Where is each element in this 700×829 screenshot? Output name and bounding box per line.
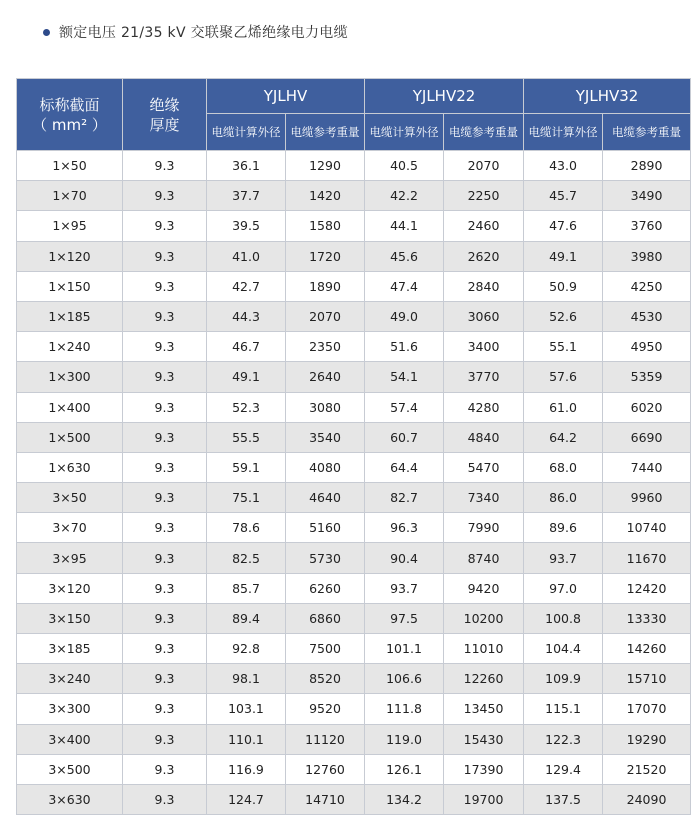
- header-group-yjlhv32: YJLHV32: [524, 79, 691, 114]
- table-row: [17, 543, 691, 573]
- cell-yjlhv22-weight: 8740: [444, 543, 524, 573]
- cell-nominal-section: 1×70: [17, 181, 123, 211]
- cell-yjlhv-diameter: 98.1: [207, 664, 286, 694]
- cell-yjlhv22-weight: 19700: [444, 784, 524, 814]
- cell-yjlhv-diameter: 36.1: [207, 151, 286, 181]
- cell-yjlhv22-weight: 10200: [444, 603, 524, 633]
- cell-yjlhv22-weight: 13450: [444, 694, 524, 724]
- subheader-reference-weight: 电缆参考重量: [444, 114, 524, 151]
- cell-yjlhv-diameter: 49.1: [207, 362, 286, 392]
- cell-yjlhv-weight: 4640: [286, 483, 365, 513]
- cell-yjlhv22-diameter: 54.1: [365, 362, 444, 392]
- cell-yjlhv22-diameter: 49.0: [365, 301, 444, 331]
- cell-yjlhv-diameter: 124.7: [207, 784, 286, 814]
- cell-yjlhv22-weight: 2070: [444, 151, 524, 181]
- cell-yjlhv-diameter: 75.1: [207, 483, 286, 513]
- cell-yjlhv32-weight: 24090: [603, 784, 691, 814]
- title-row: [43, 22, 348, 42]
- cell-yjlhv32-weight: 10740: [603, 513, 691, 543]
- cell-insulation-thickness: 9.3: [123, 211, 207, 241]
- cell-yjlhv-diameter: 89.4: [207, 603, 286, 633]
- cell-yjlhv32-weight: 21520: [603, 754, 691, 784]
- cell-insulation-thickness: 9.3: [123, 241, 207, 271]
- cell-yjlhv32-diameter: 68.0: [524, 452, 603, 482]
- cell-nominal-section: 1×150: [17, 271, 123, 301]
- cell-yjlhv-diameter: 42.7: [207, 271, 286, 301]
- cell-yjlhv-weight: 3080: [286, 392, 365, 422]
- cell-nominal-section: 3×50: [17, 483, 123, 513]
- cell-yjlhv-diameter: 85.7: [207, 573, 286, 603]
- table-row: [17, 211, 691, 241]
- cell-yjlhv32-diameter: 89.6: [524, 513, 603, 543]
- cell-yjlhv22-diameter: 96.3: [365, 513, 444, 543]
- cell-yjlhv22-weight: 11010: [444, 634, 524, 664]
- header-nominal-section: [17, 79, 123, 151]
- cell-yjlhv-diameter: 116.9: [207, 754, 286, 784]
- cell-yjlhv22-weight: 2460: [444, 211, 524, 241]
- table-row: [17, 181, 691, 211]
- cell-yjlhv-weight: 5730: [286, 543, 365, 573]
- table-row: [17, 301, 691, 331]
- cell-yjlhv32-diameter: 104.4: [524, 634, 603, 664]
- cell-insulation-thickness: 9.3: [123, 271, 207, 301]
- cell-yjlhv-weight: 11120: [286, 724, 365, 754]
- table-row: [17, 634, 691, 664]
- cell-yjlhv32-diameter: 115.1: [524, 694, 603, 724]
- header-insulation-line1: 绝缘: [149, 95, 180, 114]
- cell-yjlhv-weight: 9520: [286, 694, 365, 724]
- table-row: [17, 422, 691, 452]
- table-row: [17, 603, 691, 633]
- cell-yjlhv-diameter: 41.0: [207, 241, 286, 271]
- cell-yjlhv32-weight: 17070: [603, 694, 691, 724]
- cell-yjlhv22-diameter: 40.5: [365, 151, 444, 181]
- cell-yjlhv32-weight: 12420: [603, 573, 691, 603]
- cell-insulation-thickness: 9.3: [123, 513, 207, 543]
- table-row: [17, 513, 691, 543]
- cell-yjlhv32-diameter: 97.0: [524, 573, 603, 603]
- cell-yjlhv22-diameter: 111.8: [365, 694, 444, 724]
- cell-yjlhv32-diameter: 61.0: [524, 392, 603, 422]
- cell-yjlhv22-diameter: 60.7: [365, 422, 444, 452]
- cell-yjlhv-diameter: 59.1: [207, 452, 286, 482]
- cell-yjlhv-weight: 12760: [286, 754, 365, 784]
- cell-nominal-section: 3×120: [17, 573, 123, 603]
- table-row: [17, 784, 691, 814]
- cell-insulation-thickness: 9.3: [123, 694, 207, 724]
- cell-yjlhv22-weight: 2840: [444, 271, 524, 301]
- subheader-outer-diameter: 电缆计算外径: [365, 114, 444, 151]
- cell-yjlhv32-diameter: 55.1: [524, 332, 603, 362]
- table-row: [17, 452, 691, 482]
- cell-nominal-section: 1×185: [17, 301, 123, 331]
- table-row: [17, 483, 691, 513]
- cell-insulation-thickness: 9.3: [123, 573, 207, 603]
- cell-yjlhv22-diameter: 93.7: [365, 573, 444, 603]
- cell-yjlhv22-diameter: 51.6: [365, 332, 444, 362]
- cell-yjlhv32-weight: 11670: [603, 543, 691, 573]
- cell-nominal-section: 3×500: [17, 754, 123, 784]
- header-insulation-line2: 厚度: [149, 115, 180, 134]
- cell-yjlhv22-weight: 2250: [444, 181, 524, 211]
- cell-yjlhv32-diameter: 50.9: [524, 271, 603, 301]
- cell-insulation-thickness: 9.3: [123, 452, 207, 482]
- cell-yjlhv22-diameter: 42.2: [365, 181, 444, 211]
- page-title: 额定电压 21/35 kV 交联聚乙烯绝缘电力电缆: [59, 25, 348, 41]
- cell-yjlhv32-weight: 4950: [603, 332, 691, 362]
- cell-yjlhv22-diameter: 45.6: [365, 241, 444, 271]
- cell-nominal-section: 1×300: [17, 362, 123, 392]
- cell-insulation-thickness: 9.3: [123, 543, 207, 573]
- table-row: [17, 754, 691, 784]
- cell-yjlhv22-weight: 3770: [444, 362, 524, 392]
- table-row: [17, 151, 691, 181]
- cell-yjlhv22-diameter: 106.6: [365, 664, 444, 694]
- cell-yjlhv-diameter: 103.1: [207, 694, 286, 724]
- cell-yjlhv32-diameter: 57.6: [524, 362, 603, 392]
- cell-yjlhv22-diameter: 134.2: [365, 784, 444, 814]
- cell-yjlhv22-weight: 7340: [444, 483, 524, 513]
- table-row: [17, 694, 691, 724]
- subheader-outer-diameter: 电缆计算外径: [207, 114, 286, 151]
- cell-yjlhv32-weight: 14260: [603, 634, 691, 664]
- cell-yjlhv-weight: 6860: [286, 603, 365, 633]
- cell-yjlhv22-weight: 4840: [444, 422, 524, 452]
- cell-nominal-section: 3×150: [17, 603, 123, 633]
- cell-nominal-section: 1×630: [17, 452, 123, 482]
- cell-yjlhv22-diameter: 57.4: [365, 392, 444, 422]
- cell-insulation-thickness: 9.3: [123, 724, 207, 754]
- cell-yjlhv32-weight: 6690: [603, 422, 691, 452]
- cell-yjlhv32-weight: 2890: [603, 151, 691, 181]
- cell-yjlhv22-weight: 12260: [444, 664, 524, 694]
- cell-yjlhv32-diameter: 100.8: [524, 603, 603, 633]
- cell-yjlhv-weight: 1420: [286, 181, 365, 211]
- cell-yjlhv22-diameter: 119.0: [365, 724, 444, 754]
- cell-yjlhv22-diameter: 64.4: [365, 452, 444, 482]
- cell-yjlhv32-diameter: 49.1: [524, 241, 603, 271]
- cell-yjlhv-weight: 6260: [286, 573, 365, 603]
- cell-yjlhv-weight: 1290: [286, 151, 365, 181]
- cell-yjlhv22-weight: 3400: [444, 332, 524, 362]
- cell-yjlhv32-diameter: 43.0: [524, 151, 603, 181]
- cell-yjlhv32-weight: 9960: [603, 483, 691, 513]
- cell-insulation-thickness: 9.3: [123, 754, 207, 784]
- cell-yjlhv32-diameter: 129.4: [524, 754, 603, 784]
- subheader-reference-weight: 电缆参考重量: [603, 114, 691, 151]
- table-body: [17, 151, 691, 815]
- cell-yjlhv22-weight: 17390: [444, 754, 524, 784]
- cell-yjlhv32-weight: 4530: [603, 301, 691, 331]
- header-group-yjlhv: YJLHV: [207, 79, 365, 114]
- cell-yjlhv32-diameter: 93.7: [524, 543, 603, 573]
- cell-insulation-thickness: 9.3: [123, 181, 207, 211]
- cell-yjlhv32-diameter: 64.2: [524, 422, 603, 452]
- cell-nominal-section: 3×185: [17, 634, 123, 664]
- cell-yjlhv22-diameter: 90.4: [365, 543, 444, 573]
- cell-yjlhv22-weight: 15430: [444, 724, 524, 754]
- cell-yjlhv-weight: 2070: [286, 301, 365, 331]
- cell-yjlhv-weight: 2640: [286, 362, 365, 392]
- cell-nominal-section: 1×95: [17, 211, 123, 241]
- cell-yjlhv22-weight: 5470: [444, 452, 524, 482]
- cell-yjlhv32-weight: 3760: [603, 211, 691, 241]
- cell-yjlhv22-weight: 4280: [444, 392, 524, 422]
- cell-insulation-thickness: 9.3: [123, 332, 207, 362]
- cell-yjlhv-diameter: 39.5: [207, 211, 286, 241]
- table-row: [17, 362, 691, 392]
- cell-yjlhv32-weight: 5359: [603, 362, 691, 392]
- table-row: [17, 241, 691, 271]
- cell-yjlhv-diameter: 78.6: [207, 513, 286, 543]
- cell-insulation-thickness: 9.3: [123, 151, 207, 181]
- cell-yjlhv-diameter: 37.7: [207, 181, 286, 211]
- cell-yjlhv-diameter: 52.3: [207, 392, 286, 422]
- cell-yjlhv-weight: 3540: [286, 422, 365, 452]
- cell-yjlhv22-diameter: 126.1: [365, 754, 444, 784]
- cell-yjlhv-weight: 14710: [286, 784, 365, 814]
- cell-insulation-thickness: 9.3: [123, 301, 207, 331]
- cell-yjlhv-diameter: 82.5: [207, 543, 286, 573]
- header-group-yjlhv22: YJLHV22: [365, 79, 524, 114]
- cell-yjlhv32-diameter: 122.3: [524, 724, 603, 754]
- table-row: [17, 573, 691, 603]
- cell-yjlhv-weight: 4080: [286, 452, 365, 482]
- cell-insulation-thickness: 9.3: [123, 392, 207, 422]
- table-row: [17, 724, 691, 754]
- cell-yjlhv-weight: 2350: [286, 332, 365, 362]
- cell-yjlhv-diameter: 110.1: [207, 724, 286, 754]
- cell-yjlhv32-weight: 13330: [603, 603, 691, 633]
- header-insulation-thickness: [123, 79, 207, 151]
- table-row: [17, 664, 691, 694]
- cell-insulation-thickness: 9.3: [123, 483, 207, 513]
- cell-yjlhv-weight: 1890: [286, 271, 365, 301]
- cell-yjlhv32-weight: 19290: [603, 724, 691, 754]
- cell-nominal-section: 3×95: [17, 543, 123, 573]
- cell-nominal-section: 3×400: [17, 724, 123, 754]
- cell-yjlhv22-weight: 7990: [444, 513, 524, 543]
- cell-yjlhv22-diameter: 82.7: [365, 483, 444, 513]
- table-row: [17, 332, 691, 362]
- cell-yjlhv32-weight: 4250: [603, 271, 691, 301]
- cell-yjlhv22-weight: 3060: [444, 301, 524, 331]
- cell-yjlhv32-diameter: 109.9: [524, 664, 603, 694]
- cell-yjlhv22-diameter: 47.4: [365, 271, 444, 301]
- cell-yjlhv-weight: 1580: [286, 211, 365, 241]
- cell-yjlhv22-diameter: 44.1: [365, 211, 444, 241]
- cell-yjlhv32-diameter: 86.0: [524, 483, 603, 513]
- cell-yjlhv32-weight: 7440: [603, 452, 691, 482]
- cell-yjlhv32-weight: 3980: [603, 241, 691, 271]
- cell-yjlhv-weight: 5160: [286, 513, 365, 543]
- cell-insulation-thickness: 9.3: [123, 422, 207, 452]
- cell-yjlhv22-weight: 9420: [444, 573, 524, 603]
- header-nominal-section-unit: （ mm² ）: [32, 115, 107, 134]
- header-nominal-section-label: 标称截面: [39, 95, 100, 114]
- cell-yjlhv-diameter: 46.7: [207, 332, 286, 362]
- cell-yjlhv-weight: 8520: [286, 664, 365, 694]
- cell-yjlhv32-diameter: 137.5: [524, 784, 603, 814]
- table-row: [17, 271, 691, 301]
- cell-yjlhv32-weight: 3490: [603, 181, 691, 211]
- cell-nominal-section: 1×50: [17, 151, 123, 181]
- cell-nominal-section: 1×120: [17, 241, 123, 271]
- cell-yjlhv-diameter: 92.8: [207, 634, 286, 664]
- cell-nominal-section: 1×240: [17, 332, 123, 362]
- cell-nominal-section: 1×500: [17, 422, 123, 452]
- cell-nominal-section: 3×300: [17, 694, 123, 724]
- subheader-outer-diameter: 电缆计算外径: [524, 114, 603, 151]
- cell-yjlhv32-weight: 15710: [603, 664, 691, 694]
- cell-insulation-thickness: 9.3: [123, 362, 207, 392]
- cell-insulation-thickness: 9.3: [123, 784, 207, 814]
- cable-spec-table: [16, 78, 691, 815]
- cell-yjlhv-weight: 1720: [286, 241, 365, 271]
- cell-nominal-section: 3×240: [17, 664, 123, 694]
- cell-insulation-thickness: 9.3: [123, 664, 207, 694]
- table-row: [17, 392, 691, 422]
- cell-insulation-thickness: 9.3: [123, 634, 207, 664]
- cell-yjlhv-diameter: 44.3: [207, 301, 286, 331]
- subheader-reference-weight: 电缆参考重量: [286, 114, 365, 151]
- cell-yjlhv-diameter: 55.5: [207, 422, 286, 452]
- cell-nominal-section: 1×400: [17, 392, 123, 422]
- cell-yjlhv32-diameter: 45.7: [524, 181, 603, 211]
- cell-nominal-section: 3×630: [17, 784, 123, 814]
- cell-yjlhv32-weight: 6020: [603, 392, 691, 422]
- cell-yjlhv22-weight: 2620: [444, 241, 524, 271]
- cell-yjlhv22-diameter: 97.5: [365, 603, 444, 633]
- cell-yjlhv32-diameter: 52.6: [524, 301, 603, 331]
- cell-yjlhv32-diameter: 47.6: [524, 211, 603, 241]
- cell-insulation-thickness: 9.3: [123, 603, 207, 633]
- cell-nominal-section: 3×70: [17, 513, 123, 543]
- cell-yjlhv22-diameter: 101.1: [365, 634, 444, 664]
- cell-yjlhv-weight: 7500: [286, 634, 365, 664]
- bullet-icon: [43, 29, 50, 36]
